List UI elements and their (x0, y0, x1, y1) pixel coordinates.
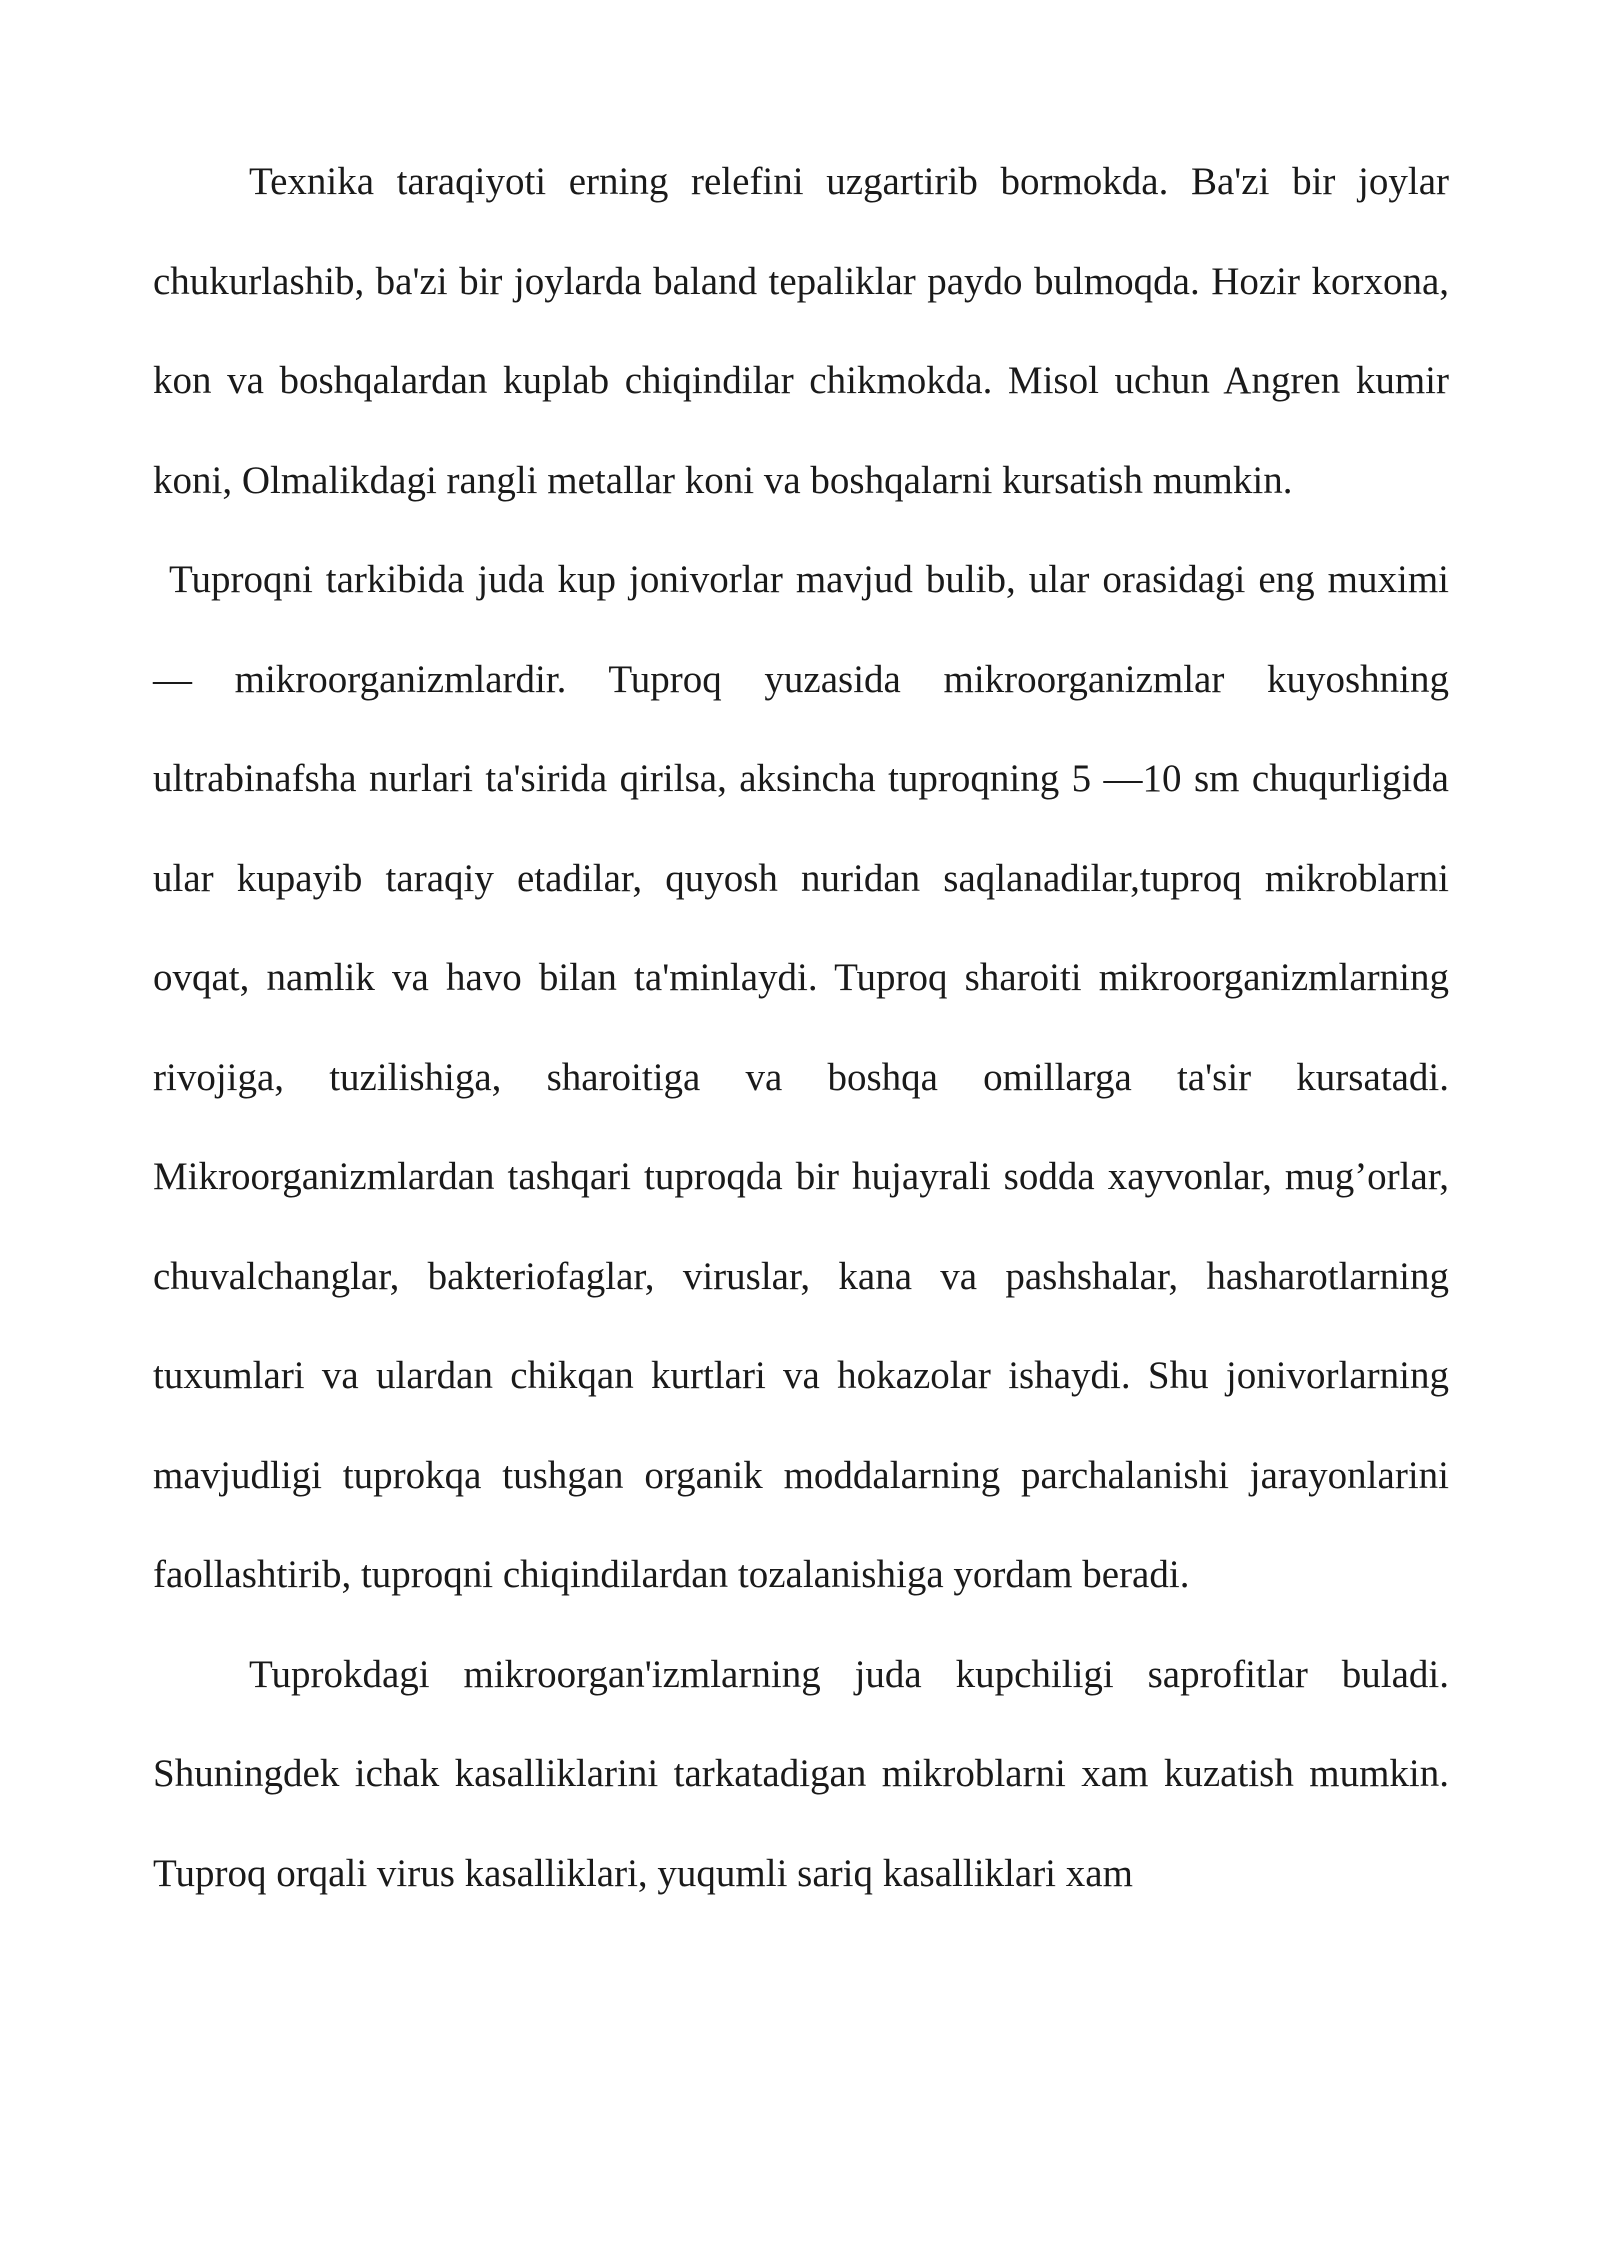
paragraph-1: Texnika taraqiyoti erning relefini uzgartirib bormokda. Ba'zi bir joylar chukurlashib, ba'zi bir joylarda baland tepaliklar paydo bulmoqda. Hozir korxona, kon va boshqalardan kuplab chiqindilar chikmokda. Misol uchun Angren kumir koni, Olmalikdagi rangli metallar koni va boshqalarni kursatish mumkin. (153, 160, 1449, 502)
paragraph-3: Tuprokdagi mikroorgan'izmlarning juda kupchiligi saprofitlar buladi. Shuningdek ichak kasalliklarini tarkatadigan mikroblarni xam kuzatish mumkin. Tuproq orqali virus kasalliklari, yuqumli sariq kasalliklari xam (153, 1652, 1449, 1895)
paragraph-2: Tuproqni tarkibida juda kup jonivorlar mavjud bulib, ular orasidagi eng muximi — mikroorganizmlardir. Tuproq yuzasida mikroorganizmlar kuyoshning ultrabinafsha nurlari ta'sirida qirilsa, aksincha tuproqning 5 —10 sm chuqurligida ular kupayib taraqiy etadilar, quyosh nuridan saqlanadilar,tuproq mikroblarni ovqat, namlik va havo bilan ta'minlaydi. Tuproq sharoiti mikroorganizmlarning rivojiga, tuzilishiga, sharoitiga va boshqa omillarga ta'sir kursatadi. Mikroorganizmlardan tashqari tuproqda bir hujayrali sodda xayvonlar, mug’orlar, chuvalchanglar, bakteriofaglar, viruslar, kana va pashshalar, hasharotlarning tuxumlari va ulardan chikqan kurtlari va hokazolar ishaydi. Shu jonivorlarning mavjudligi tuprokqa tushgan organik moddalarning parchalanishi jarayonlarini faollashtirib, tuproqni chiqindilardan tozalanishiga yordam beradi. (153, 558, 1449, 1596)
document-body (153, 132, 1449, 1923)
